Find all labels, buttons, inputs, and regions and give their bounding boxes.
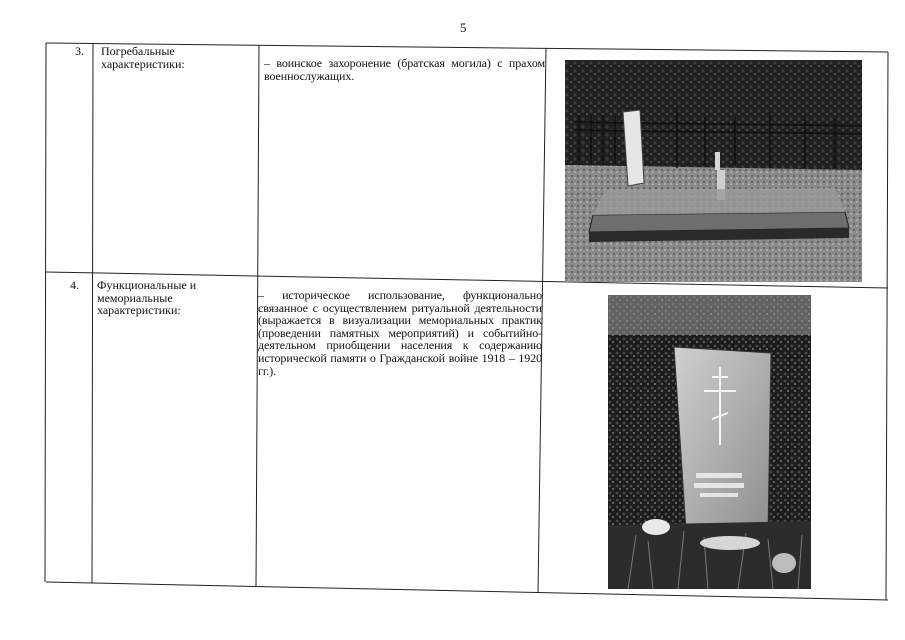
- row-4-index: 4.: [70, 278, 79, 292]
- page-number: 5: [460, 20, 467, 35]
- row-4-description: – историческое использование, функционально связанное с осуществлением ритуальной деятельности (выражается в визуализации мемориальных практик (проведении памятных мероприятий) и событийно-деятельном приобщении населения к содержанию исторической памяти о Гражданской войне 1918 – 1920 гг.).: [258, 288, 542, 378]
- table-left-border: [45, 43, 46, 582]
- col-divider-1: [92, 43, 93, 583]
- row-4-name: Функциональные и мемориальные характеристики:: [97, 278, 197, 318]
- row-3-index: 3.: [75, 44, 84, 58]
- row-3-name: Погребальные характеристики:: [101, 44, 185, 71]
- row-3-description: – воинское захоронение (братская могила) с прахом военнослужащих.: [264, 56, 545, 83]
- gravestone-photo: [608, 295, 811, 589]
- table-right-border: [886, 52, 888, 600]
- mass-grave-photo: [565, 60, 862, 282]
